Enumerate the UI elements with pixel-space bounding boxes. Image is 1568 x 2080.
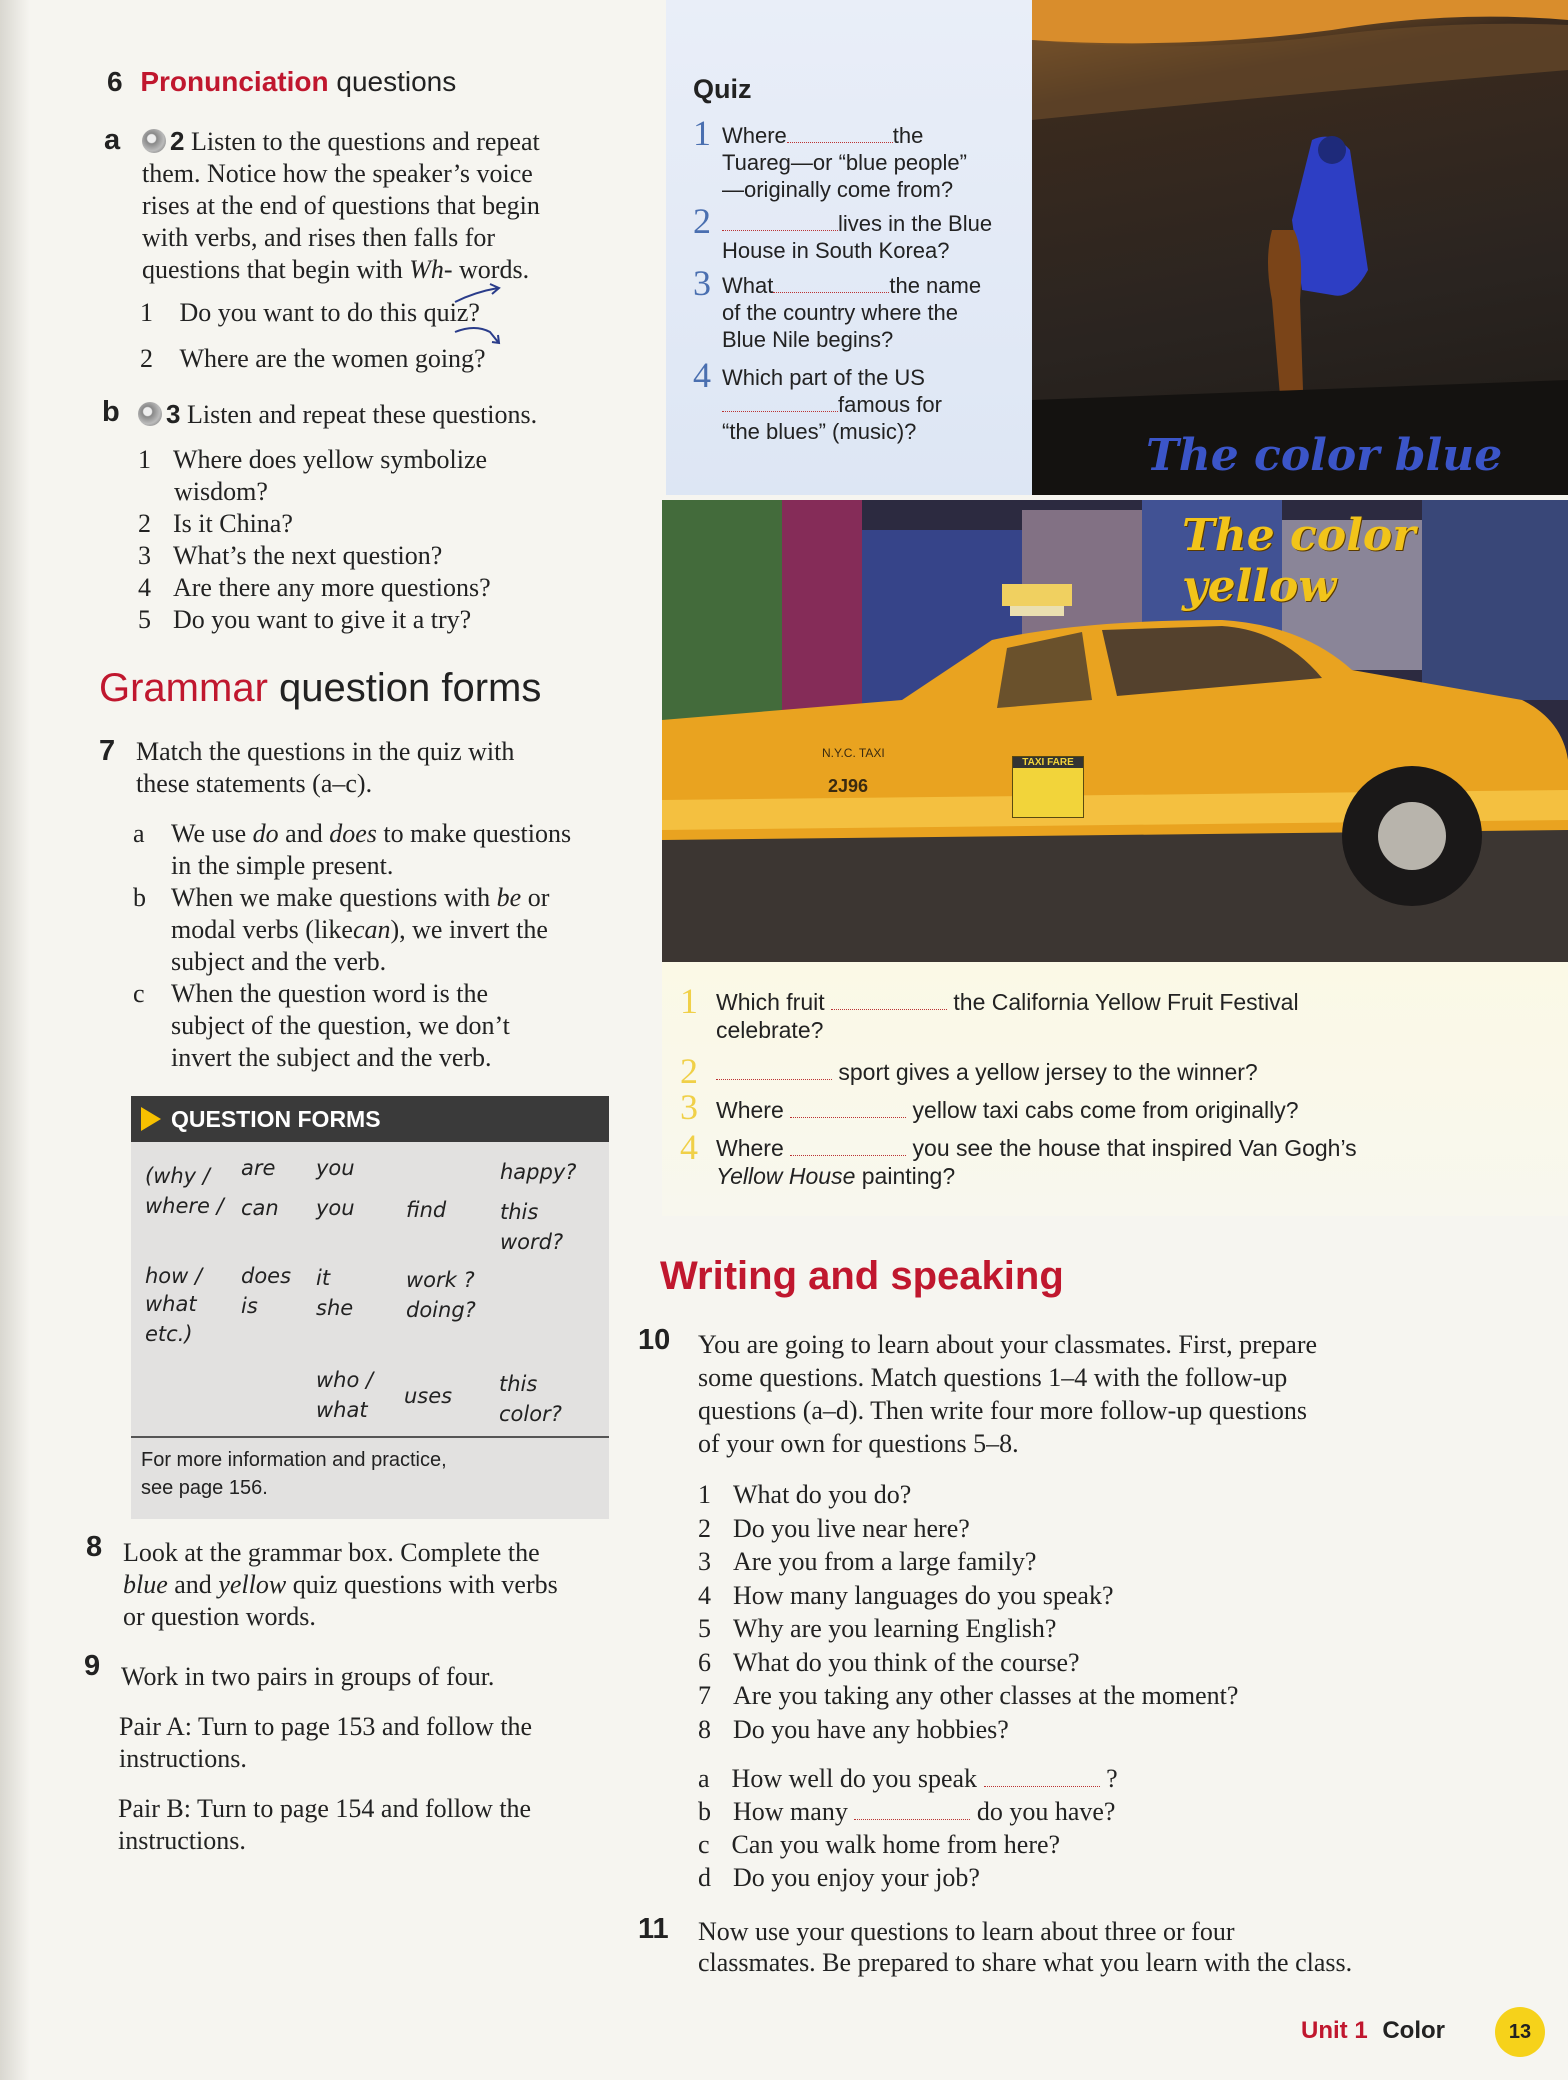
list-item xyxy=(698,1612,1238,1646)
grammar-cell: can xyxy=(241,1196,279,1220)
list-item xyxy=(698,1646,1238,1680)
item-text: Are there any more questions? xyxy=(173,573,491,602)
text-italic: can xyxy=(352,915,391,944)
item-number: 1 xyxy=(140,298,153,327)
grammar-cell: this xyxy=(499,1372,538,1396)
statement-b xyxy=(133,882,633,978)
item-text: What’s the next question? xyxy=(173,541,443,570)
text: When we make questions with xyxy=(171,883,491,912)
ex6a-instructions xyxy=(142,125,612,286)
text-italic: yellow xyxy=(218,1570,287,1599)
text: Tuareg—or “blue people” xyxy=(722,150,967,175)
question-forms-title: QUESTION FORMS xyxy=(171,1106,381,1132)
text: Do you enjoy your job? xyxy=(733,1863,980,1892)
grammar-cell: does xyxy=(241,1264,292,1288)
grammar-cell: work ? xyxy=(406,1268,475,1292)
quiz-yellow-q3 xyxy=(716,1096,1536,1124)
item-text: Are you taking any other classes at the moment? xyxy=(733,1681,1239,1710)
item-text: Where does yellow symbolize xyxy=(173,445,488,474)
grammar-cell: color? xyxy=(499,1402,562,1426)
quiz-yellow-q1 xyxy=(716,988,1536,1044)
followup-d xyxy=(698,1861,1118,1894)
ex6a-line: Listen to the questions and repeat xyxy=(190,127,540,156)
ex9-pair-a xyxy=(119,1711,532,1775)
quiz-number: 1 xyxy=(693,113,711,153)
answer-blank[interactable] xyxy=(716,1059,832,1080)
followup-b xyxy=(698,1795,1118,1828)
quiz-yellow-q2 xyxy=(716,1058,1536,1086)
grammar-cell: what xyxy=(316,1398,368,1422)
ex9-number: 9 xyxy=(84,1650,101,1682)
ex11-instructions xyxy=(698,1916,1352,1978)
text: the name xyxy=(889,273,982,298)
text: to make questions xyxy=(383,819,572,848)
grammar-title-red: Grammar xyxy=(99,666,268,710)
text: famous for xyxy=(838,392,942,417)
item-number: 7 xyxy=(698,1681,711,1710)
text: do you have? xyxy=(976,1797,1116,1826)
item-text: Do you live near here? xyxy=(733,1513,970,1543)
ex10-line: You are going to learn about your classmates. First, prepare xyxy=(698,1330,1318,1359)
item-text: How many languages do you speak? xyxy=(733,1580,1114,1610)
text: or xyxy=(527,883,550,912)
quiz-yellow-panel xyxy=(662,962,1568,1216)
text: Which part of the US xyxy=(722,365,925,390)
text-italic: does xyxy=(329,819,377,848)
ex6a-line: with verbs, and rises then falls for xyxy=(142,223,496,252)
grammar-cell: (why / xyxy=(145,1164,210,1188)
ex6a-item-2 xyxy=(140,344,486,374)
footer-topic: Color xyxy=(1382,2017,1446,2044)
text-italic: blue xyxy=(123,1570,168,1599)
ex7-instructions xyxy=(136,736,514,800)
ex7-number: 7 xyxy=(99,735,116,767)
quiz-heading: Quiz xyxy=(693,74,752,104)
quiz-number: 4 xyxy=(680,1127,698,1167)
text: of the country where the xyxy=(722,300,959,325)
ex6a-line: questions that begin with xyxy=(142,255,403,284)
text: Where xyxy=(716,1135,784,1161)
taxi-photo xyxy=(662,500,1568,962)
text: House in South Korea? xyxy=(722,238,950,263)
item-number: 5 xyxy=(138,605,151,634)
item-number: 1 xyxy=(138,445,151,474)
ex7-statements xyxy=(133,818,633,1074)
quiz-number: 4 xyxy=(693,355,711,395)
quiz-number: 2 xyxy=(693,201,711,241)
item-text: Do you want to give it a try? xyxy=(173,605,472,634)
footer-unit: Unit 1 xyxy=(1301,2017,1368,2044)
grammar-cell: uses xyxy=(404,1384,453,1408)
text: in the simple present. xyxy=(171,851,394,880)
item-number: 6 xyxy=(698,1647,711,1677)
answer-blank[interactable] xyxy=(790,1135,906,1156)
text: Pair B: Turn to page 154 and follow the xyxy=(118,1794,532,1823)
quiz-blue-q3 xyxy=(722,272,1022,353)
ex6-number: 6 xyxy=(107,66,123,97)
item-text: Where are the women going? xyxy=(179,344,486,373)
ex6b-letter: b xyxy=(102,396,120,428)
item-text: What do you do? xyxy=(733,1480,912,1509)
text: —originally come from? xyxy=(722,177,954,202)
grammar-cell: this xyxy=(500,1200,539,1224)
ex10-followups xyxy=(698,1762,1118,1894)
grammar-cell: where / xyxy=(145,1194,224,1218)
text: When the question word is the xyxy=(171,979,488,1008)
text: invert the subject and the verb. xyxy=(171,1043,492,1072)
statement-letter: c xyxy=(133,979,145,1008)
ex10-instructions xyxy=(698,1328,1317,1460)
taxi-fare-label: TAXI FARE xyxy=(1013,757,1083,768)
text: subject and the verb. xyxy=(171,947,387,976)
text-italic: do xyxy=(252,819,279,848)
ex10-questions xyxy=(698,1478,1238,1746)
quiz-number: 3 xyxy=(680,1087,698,1127)
grammar-cell: how / xyxy=(145,1264,203,1288)
ex6-title-red: Pronunciation xyxy=(140,66,329,97)
quiz-number: 3 xyxy=(693,263,711,303)
ex10-line: questions (a–d). Then write four more follow-up questions xyxy=(698,1396,1307,1425)
text: Pair A: Turn to page 153 and follow the xyxy=(119,1712,533,1741)
item-letter: d xyxy=(698,1863,711,1892)
statement-letter: a xyxy=(133,819,145,848)
ex6b-track: 3 xyxy=(166,399,181,429)
text: Where xyxy=(716,1097,784,1123)
answer-blank[interactable] xyxy=(984,1766,1100,1787)
answer-blank[interactable] xyxy=(790,1097,906,1118)
item-number: 4 xyxy=(698,1580,711,1610)
text: the California Yellow Fruit Festival xyxy=(953,989,1299,1015)
statement-c xyxy=(133,978,633,1074)
ex7-line: these statements (a–c). xyxy=(136,769,373,798)
text: How well do you speak xyxy=(731,1764,978,1793)
grammar-cell: she xyxy=(316,1296,354,1320)
play-triangle-icon xyxy=(141,1107,161,1131)
item-text: Do you want to do this quiz? xyxy=(179,298,480,327)
text-italic: be xyxy=(496,883,522,912)
ex6b-list xyxy=(138,444,491,636)
ex6a-letter: a xyxy=(104,124,121,156)
ex6a-words: words. xyxy=(459,255,530,284)
text: sport gives a yellow jersey to the winner? xyxy=(838,1059,1258,1085)
text: celebrate? xyxy=(716,1017,824,1043)
ex10-line: some questions. Match questions 1–4 with the follow-up xyxy=(698,1363,1288,1392)
page-number-badge xyxy=(1495,2007,1545,2057)
text: “the blues” (music)? xyxy=(722,419,917,444)
ex7-line: Match the questions in the quiz with xyxy=(136,737,515,766)
grammar-cell: you xyxy=(316,1156,355,1180)
ex6-title-rest: questions xyxy=(336,66,457,97)
audio-cd-icon[interactable] xyxy=(138,402,162,426)
text: lives in the Blue xyxy=(838,211,993,236)
ex6a-track: 2 xyxy=(170,126,185,156)
grammar-heading xyxy=(99,666,541,711)
grammar-cell: are xyxy=(241,1156,276,1180)
list-item xyxy=(138,508,491,540)
text: How many xyxy=(733,1797,848,1826)
item-text: What do you think of the course? xyxy=(733,1647,1080,1677)
quiz-number: 2 xyxy=(680,1051,698,1091)
item-text: Do you have any hobbies? xyxy=(733,1714,1009,1744)
text: and xyxy=(174,1570,212,1599)
ex11-number: 11 xyxy=(638,1913,669,1945)
item-text: Are you from a large family? xyxy=(733,1547,1037,1576)
answer-blank[interactable] xyxy=(787,122,893,143)
ex11-line: classmates. Be prepared to share what you learn with the class. xyxy=(698,1948,1353,1977)
text: We use xyxy=(171,819,247,848)
text: and xyxy=(285,819,323,848)
ex8-line: Look at the grammar box. Complete the xyxy=(123,1538,540,1567)
grammar-title-rest: question forms xyxy=(279,666,542,710)
grammar-cell: find xyxy=(406,1198,447,1222)
text: subject of the question, we don’t xyxy=(171,1011,510,1040)
grammar-cell: what xyxy=(145,1292,197,1316)
yellow-caption: The color yellow xyxy=(1182,510,1416,612)
tuareg-illustration xyxy=(1032,0,1568,495)
ex10-line: of your own for questions 5–8. xyxy=(698,1429,1019,1458)
page-binding-shadow xyxy=(0,0,30,2080)
grammar-cell: it xyxy=(316,1266,331,1290)
grammar-cell: you xyxy=(316,1196,355,1220)
text: What xyxy=(722,273,774,298)
quiz-blue-q1 xyxy=(722,122,1022,203)
list-item xyxy=(698,1579,1238,1613)
answer-blank[interactable] xyxy=(831,989,947,1010)
item-text: Is it China? xyxy=(173,509,293,538)
text: Where xyxy=(722,123,787,148)
writing-heading: Writing and speaking xyxy=(660,1254,1064,1298)
ex8-number: 8 xyxy=(86,1531,103,1563)
taxi-fare-sticker xyxy=(1012,756,1084,818)
list-item xyxy=(698,1478,1238,1512)
list-item xyxy=(698,1512,1238,1546)
quiz-number: 1 xyxy=(680,981,698,1021)
ex9-instructions: Work in two pairs in groups of four. xyxy=(121,1662,495,1691)
item-letter: b xyxy=(698,1797,711,1826)
item-letter: a xyxy=(698,1764,710,1793)
text-italic: Yellow House xyxy=(716,1163,856,1189)
grammar-cell: doing? xyxy=(406,1298,476,1322)
ex10-number: 10 xyxy=(638,1324,671,1356)
quiz-blue-panel xyxy=(666,0,1032,495)
grammar-cell: word? xyxy=(500,1230,564,1254)
ex8-line: or question words. xyxy=(123,1602,316,1631)
text: Can you walk home from here? xyxy=(731,1830,1061,1859)
grammar-cell: who / xyxy=(316,1368,374,1392)
item-text: Why are you learning English? xyxy=(733,1614,1057,1643)
list-item xyxy=(138,572,491,604)
ex6-heading xyxy=(107,66,456,98)
ex6a-line: them. Notice how the speaker’s voice xyxy=(142,159,533,188)
ex6a-wh: Wh- xyxy=(409,255,453,284)
page-number: 13 xyxy=(1508,2021,1532,2043)
taxi-door-text: N.Y.C. TAXI xyxy=(822,746,885,760)
item-number: 1 xyxy=(698,1480,711,1509)
ex6a-line: rises at the end of questions that begin xyxy=(142,191,540,220)
followup-c xyxy=(698,1828,1118,1861)
list-item xyxy=(138,444,491,476)
text: modal verbs (like xyxy=(171,915,353,944)
text: you see the house that inspired Van Gogh’s xyxy=(912,1135,1357,1161)
item-text: wisdom? xyxy=(174,477,268,506)
text: Blue Nile begins? xyxy=(722,327,894,352)
text: ? xyxy=(1106,1764,1118,1793)
text: instructions. xyxy=(118,1826,246,1855)
item-number: 4 xyxy=(138,573,151,602)
item-number: 2 xyxy=(138,509,151,538)
ex11-line: Now use your questions to learn about three or four xyxy=(698,1917,1235,1946)
ex6a-item-1 xyxy=(140,298,480,328)
footer-line[interactable]: see page 156. xyxy=(141,1477,268,1499)
blue-caption: The color blue xyxy=(1146,430,1503,481)
quiz-blue-q4 xyxy=(722,364,1022,445)
statement-letter: b xyxy=(133,883,146,912)
ex8-instructions xyxy=(123,1537,558,1633)
text: the xyxy=(892,123,924,148)
question-forms-header xyxy=(131,1096,609,1142)
statement-a xyxy=(133,818,633,882)
ex6b-instructions xyxy=(138,398,537,431)
answer-blank[interactable] xyxy=(722,210,838,231)
page-footer xyxy=(1301,2017,1445,2045)
list-item xyxy=(138,604,491,636)
ex6b-text: Listen and repeat these questions. xyxy=(186,400,538,429)
grammar-cell: happy? xyxy=(500,1160,577,1184)
item-number: 2 xyxy=(698,1513,711,1543)
answer-blank[interactable] xyxy=(773,272,889,293)
tuareg-photo xyxy=(1032,0,1568,495)
ex9-pair-b xyxy=(118,1793,531,1857)
text: yellow taxi cabs come from originally? xyxy=(912,1097,1299,1123)
answer-blank[interactable] xyxy=(722,391,838,412)
quiz-blue-q2 xyxy=(722,210,1022,264)
text: painting? xyxy=(861,1163,956,1189)
item-letter: c xyxy=(698,1830,710,1859)
list-item xyxy=(698,1545,1238,1579)
grammar-cell: etc.) xyxy=(145,1322,193,1346)
item-number: 3 xyxy=(698,1547,711,1576)
followup-a xyxy=(698,1762,1118,1795)
text: ), we invert the xyxy=(390,915,548,944)
answer-blank[interactable] xyxy=(854,1799,970,1820)
text: quiz questions with verbs xyxy=(292,1570,558,1599)
item-number: 8 xyxy=(698,1714,711,1744)
item-number: 5 xyxy=(698,1614,711,1643)
list-item xyxy=(698,1679,1238,1713)
question-forms-box xyxy=(131,1096,609,1519)
list-item xyxy=(138,540,491,572)
grammar-cell: is xyxy=(241,1294,258,1318)
quiz-yellow-q4 xyxy=(716,1134,1536,1190)
footer-line: For more information and practice, xyxy=(141,1449,447,1471)
audio-cd-icon[interactable] xyxy=(142,129,166,153)
text: Which fruit xyxy=(716,989,825,1015)
item-number: 2 xyxy=(140,344,153,373)
ex8-line xyxy=(123,1569,558,1601)
list-item xyxy=(698,1713,1238,1747)
question-forms-footer xyxy=(141,1446,447,1502)
taxi-medallion-number: 2J96 xyxy=(828,776,869,796)
text: instructions. xyxy=(119,1744,247,1773)
item-number: 3 xyxy=(138,541,151,570)
box-divider xyxy=(131,1436,609,1438)
